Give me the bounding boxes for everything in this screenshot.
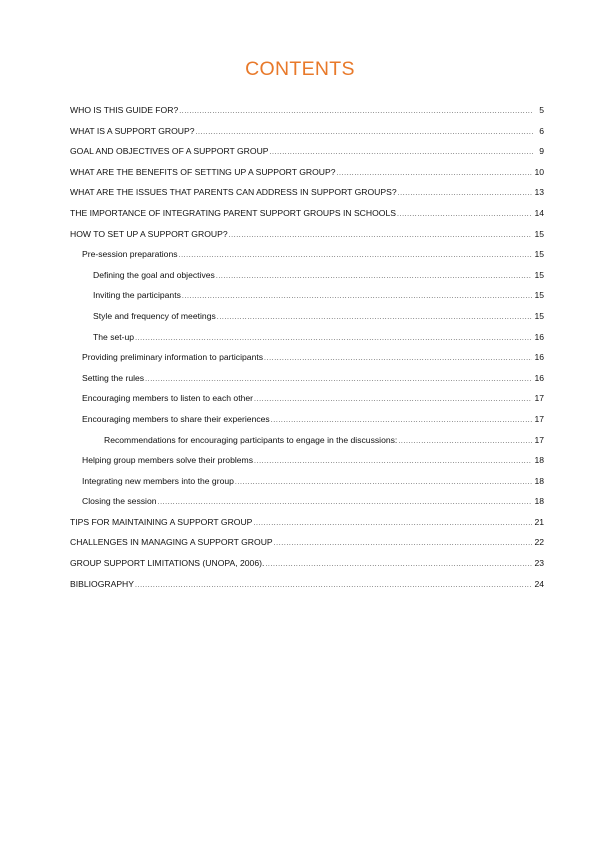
toc-entry[interactable]: [70, 311, 544, 332]
toc-entry-label: CHALLENGES IN MANAGING A SUPPORT GROUP: [70, 537, 273, 548]
page-title: CONTENTS: [245, 58, 355, 80]
toc-entry[interactable]: [70, 229, 544, 250]
toc-entry-page-number: 17: [534, 413, 544, 424]
dot-leader: [265, 561, 532, 568]
toc-entry[interactable]: [70, 476, 544, 497]
dot-leader: [398, 438, 532, 445]
toc-entry-page-number: 17: [534, 434, 544, 445]
toc-entry-label: WHAT ARE THE BENEFITS OF SETTING UP A SUPPORT GROUP?: [70, 166, 336, 177]
dot-leader: [135, 582, 532, 589]
toc-entry-page-number: 18: [534, 455, 544, 466]
toc-entry-label: GOAL AND OBJECTIVES OF A SUPPORT GROUP: [70, 146, 269, 157]
toc-entry-page-number: 16: [534, 352, 544, 363]
toc-entry-label: Providing preliminary information to participants: [82, 352, 264, 363]
toc-entry-page-number: 16: [534, 372, 544, 383]
dot-leader: [270, 149, 533, 156]
dot-leader: [337, 170, 533, 177]
toc-entry-page-number: 10: [534, 166, 544, 177]
toc-entry-page-number: 15: [534, 228, 544, 239]
dot-leader: [235, 479, 533, 486]
toc-entry[interactable]: [70, 146, 544, 167]
toc-entry-label: Recommendations for encouraging participants to engage in the discussions:: [104, 434, 398, 445]
toc-entry-page-number: 17: [534, 393, 544, 404]
toc-entry-page-number: 13: [534, 187, 544, 198]
dot-leader: [145, 376, 532, 383]
toc-entry-label: WHO IS THIS GUIDE FOR?: [70, 105, 179, 115]
toc-entry[interactable]: [70, 579, 544, 600]
toc-entry-label: The set-up: [93, 331, 135, 342]
toc-entry-label: Encouraging members to share their experiences: [82, 413, 270, 424]
toc-entry[interactable]: [70, 537, 544, 558]
toc-entry-page-number: 5: [539, 105, 544, 115]
dot-leader: [264, 355, 532, 362]
toc-entry[interactable]: [70, 517, 544, 538]
toc-entry-label: Setting the rules: [82, 372, 145, 383]
toc-entry-label: Defining the goal and objectives: [93, 269, 215, 280]
toc-entry[interactable]: [70, 332, 544, 353]
toc-entry[interactable]: [70, 249, 544, 270]
toc-entry-page-number: 23: [534, 558, 544, 569]
dot-leader: [216, 273, 533, 280]
toc-entry[interactable]: [70, 558, 544, 579]
toc-entry[interactable]: [70, 187, 544, 208]
toc-entry-label: WHAT IS A SUPPORT GROUP?: [70, 125, 195, 136]
dot-leader: [135, 335, 532, 342]
toc-entry[interactable]: [70, 208, 544, 229]
toc-entry-label: Encouraging members to listen to each other: [82, 393, 254, 404]
toc-entry[interactable]: [70, 373, 544, 394]
toc-entry[interactable]: [70, 352, 544, 373]
toc-entry-label: Closing the session: [82, 496, 157, 507]
toc-entry-page-number: 18: [534, 475, 544, 486]
toc-entry-label: Helping group members solve their problems: [82, 455, 253, 466]
toc-entry[interactable]: [70, 270, 544, 291]
toc-entry-page-number: 15: [534, 249, 544, 260]
toc-entry[interactable]: [70, 126, 544, 147]
toc-entry-page-number: 18: [534, 496, 544, 507]
toc-entry[interactable]: [70, 435, 544, 456]
toc-entry-page-number: 22: [534, 537, 544, 548]
dot-leader: [271, 417, 533, 424]
toc-entry-page-number: 15: [534, 290, 544, 301]
dot-leader: [195, 129, 533, 136]
toc-entry-page-number: 24: [534, 578, 544, 589]
dot-leader: [179, 108, 533, 115]
dot-leader: [253, 520, 532, 527]
toc-entry[interactable]: [70, 167, 544, 188]
dot-leader: [254, 458, 532, 465]
dot-leader: [254, 396, 532, 403]
toc-entry-label: Style and frequency of meetings: [93, 310, 216, 321]
toc-entry-label: GROUP SUPPORT LIMITATIONS (UNOPA, 2006).: [70, 558, 265, 569]
toc-entry-page-number: 14: [534, 207, 544, 218]
dot-leader: [398, 190, 533, 197]
toc-entry-label: Integrating new members into the group: [82, 475, 234, 486]
dot-leader: [158, 499, 533, 506]
toc-entry-page-number: 15: [534, 269, 544, 280]
toc-entry-page-number: 6: [539, 125, 544, 136]
toc-entry-label: Inviting the participants: [93, 290, 181, 301]
toc-entry-label: HOW TO SET UP A SUPPORT GROUP?: [70, 228, 228, 239]
dot-leader: [274, 540, 533, 547]
dot-leader: [229, 232, 533, 239]
toc-entry-page-number: 16: [534, 331, 544, 342]
dot-leader: [217, 314, 533, 321]
dot-leader: [397, 211, 532, 218]
table-of-contents: [70, 105, 544, 599]
toc-entry[interactable]: [70, 414, 544, 435]
dot-leader: [179, 252, 533, 259]
toc-entry[interactable]: [70, 455, 544, 476]
toc-entry-page-number: 15: [534, 310, 544, 321]
toc-entry[interactable]: [70, 393, 544, 414]
toc-entry-label: TIPS FOR MAINTAINING A SUPPORT GROUP: [70, 516, 253, 527]
toc-entry[interactable]: [70, 496, 544, 517]
toc-entry-page-number: 9: [539, 146, 544, 157]
toc-entry-page-number: 21: [534, 516, 544, 527]
dot-leader: [182, 293, 533, 300]
toc-entry-label: BIBLIOGRAPHY: [70, 578, 134, 589]
toc-entry-label: Pre-session preparations: [82, 249, 178, 260]
toc-entry[interactable]: [70, 290, 544, 311]
toc-entry-label: THE IMPORTANCE OF INTEGRATING PARENT SUPPORT GROUPS IN SCHOOLS: [70, 207, 396, 218]
toc-entry-label: WHAT ARE THE ISSUES THAT PARENTS CAN ADDRESS IN SUPPORT GROUPS?: [70, 187, 397, 198]
toc-entry[interactable]: [70, 105, 544, 126]
